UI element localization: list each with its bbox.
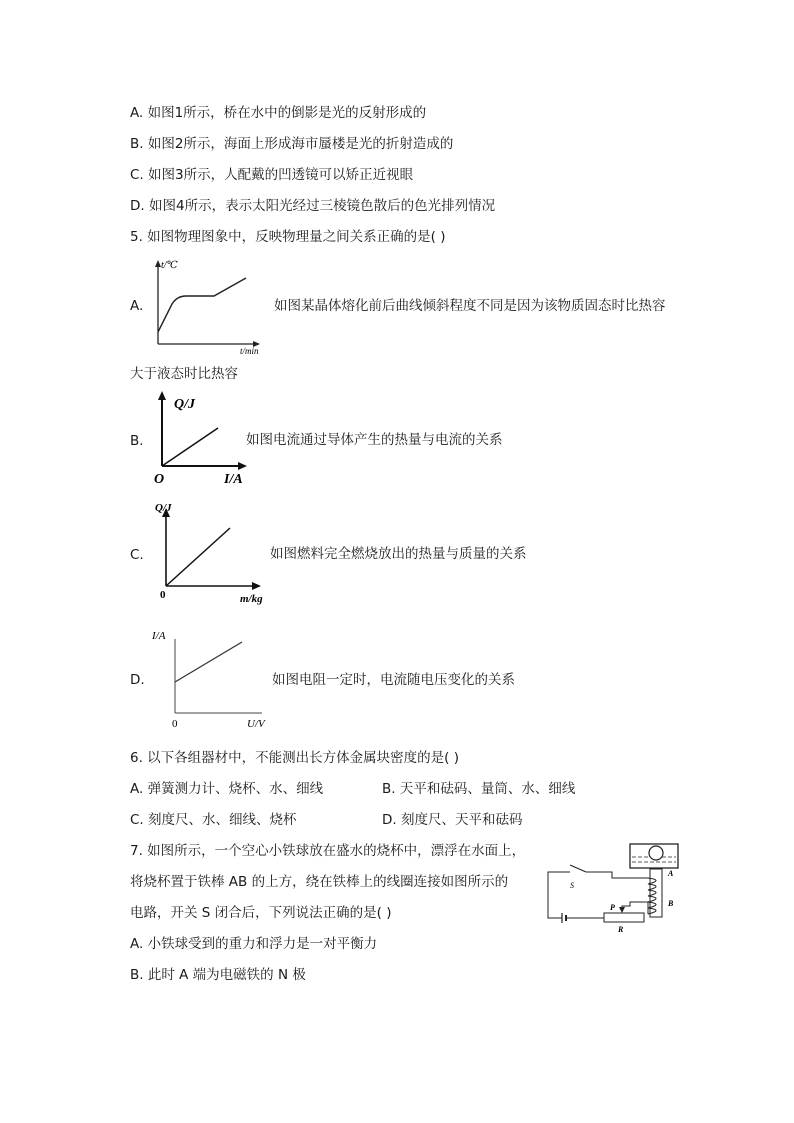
q5-stem: 5. 如图物理图象中，反映物理量之间关系正确的是( ) (130, 229, 446, 245)
q5-option-a-letter: A. (130, 298, 144, 314)
q5-graph-a (148, 256, 273, 356)
q5-graph-b (148, 388, 258, 488)
graph-a-y-label: t/℃ (161, 260, 178, 271)
q4-option-d: D. 如图4所示，表示太阳光经过三棱镜色散后的色光排列情况 (130, 198, 496, 214)
q6-option-d: D. 刻度尺、天平和砝码 (382, 812, 523, 828)
graph-b-y-label: Q/J (174, 397, 195, 412)
graph-b-x-label: I/A (224, 472, 243, 487)
q7-option-a: A. 小铁球受到的重力和浮力是一对平衡力 (130, 936, 378, 952)
q5-option-d-text: 如图电阻一定时，电流随电压变化的关系 (272, 672, 515, 688)
circuit-label-p: P (610, 903, 615, 912)
graph-d-origin: 0 (172, 718, 178, 730)
circuit-label-b: B (668, 899, 674, 908)
circuit-label-s: S (570, 881, 574, 890)
graph-b-origin: O (154, 472, 165, 487)
graph-c-origin: 0 (160, 589, 166, 601)
q5-graph-c (150, 494, 275, 606)
circuit-label-a: A (668, 869, 674, 878)
q6-stem: 6. 以下各组器材中，不能测出长方体金属块密度的是( ) (130, 750, 459, 766)
q5-option-d-letter: D. (130, 672, 145, 688)
q7-stem-line2: 将烧杯置于铁棒 AB 的上方，绕在铁棒上的线圈连接如图所示的 (130, 874, 509, 890)
q4-option-b: B. 如图2所示，海面上形成海市蜃楼是光的折射造成的 (130, 136, 454, 152)
graph-d-x-label: U/V (247, 718, 265, 730)
q7-stem-line1: 7. 如图所示，一个空心小铁球放在盛水的烧杯中，漂浮在水面上， (130, 843, 526, 859)
q6-option-a: A. 弹簧测力计、烧杯、水、细线 (130, 781, 324, 797)
graph-c-x-label: m/kg (240, 593, 263, 605)
q5-graph-d (150, 625, 275, 733)
q4-option-a: A. 如图1所示，桥在水中的倒影是光的反射形成的 (130, 105, 427, 121)
q7-option-b: B. 此时 A 端为电磁铁的 N 极 (130, 967, 306, 983)
q7-stem-line3: 电路，开关 S 闭合后，下列说法正确的是( ) (130, 905, 392, 921)
graph-c-y-label: Q/J (155, 502, 172, 514)
graph-d-y-label: I/A (152, 630, 166, 642)
graph-a-x-label: t/min (240, 346, 259, 356)
q5-option-c-letter: C. (130, 547, 144, 563)
circuit-label-r: R (618, 925, 624, 934)
q6-option-b: B. 天平和砝码、量筒、水、细线 (382, 781, 576, 797)
q5-option-a-text-cont: 大于液态时比热容 (130, 366, 238, 382)
q7-circuit-diagram (544, 842, 696, 934)
q5-option-c-text: 如图燃料完全燃烧放出的热量与质量的关系 (270, 546, 527, 562)
q6-option-c: C. 刻度尺、水、细线、烧杯 (130, 812, 297, 828)
q4-option-c: C. 如图3所示，人配戴的凹透镜可以矫正近视眼 (130, 167, 414, 183)
q5-option-b-text: 如图电流通过导体产生的热量与电流的关系 (246, 432, 503, 448)
q5-option-b-letter: B. (130, 433, 144, 449)
q5-option-a-text: 如图某晶体熔化前后曲线倾斜程度不同是因为该物质固态时比热容 (274, 298, 666, 314)
